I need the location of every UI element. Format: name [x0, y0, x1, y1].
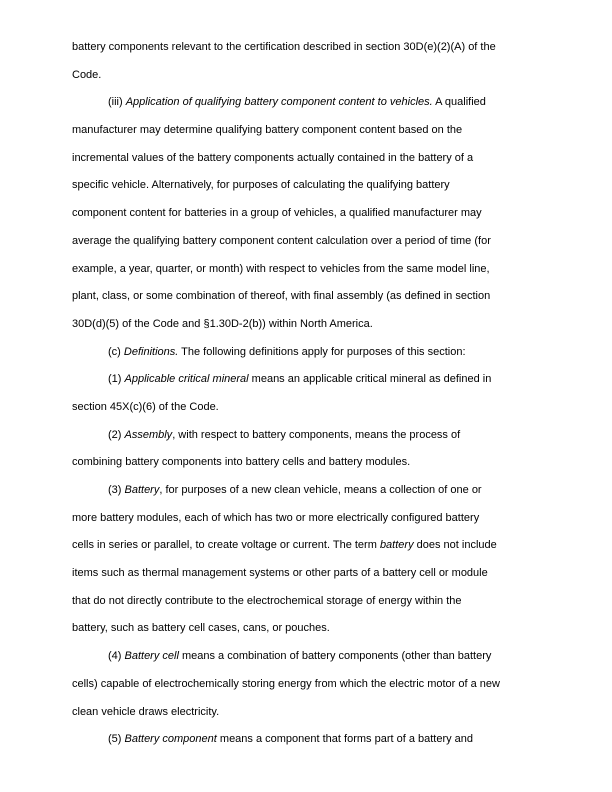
text-run: component content for batteries in a group of vehicles, a qualified manufacturer may: [72, 207, 482, 220]
italic-term: Definitions.: [123, 345, 179, 358]
text-run: specific vehicle. Alternatively, for purposes of calculating the qualifying battery: [72, 179, 450, 192]
text-line: [72, 505, 542, 533]
text-line: [72, 615, 542, 643]
text-line: [72, 34, 542, 62]
text-line: [72, 228, 542, 256]
text-run: (5): [108, 733, 125, 746]
text-line: [72, 283, 542, 311]
text-run: means an applicable critical mineral as defined in: [248, 373, 492, 386]
text-run: example, a year, quarter, or month) with respect to vehicles from the same model line,: [72, 262, 490, 275]
text-line: [72, 145, 542, 173]
text-run: battery, such as battery cell cases, cans, or pouches.: [72, 622, 330, 635]
italic-term: Assembly: [124, 428, 173, 441]
text-run: (iii): [108, 96, 126, 109]
text-run: , with respect to battery components, means the process of: [172, 428, 461, 441]
text-line: [72, 366, 542, 394]
text-run: average the qualifying battery component content calculation over a period of time (for: [72, 234, 491, 247]
text-run: (c): [108, 345, 124, 358]
text-line: [72, 89, 542, 117]
text-line: [72, 422, 542, 450]
italic-term: Battery: [124, 484, 160, 496]
text-run: cells in series or parallel, to create voltage or current. The term: [72, 539, 380, 552]
text-line: [72, 449, 542, 477]
text-run: 30D(d)(5) of the Code and §1.30D-2(b)) within North America.: [72, 317, 373, 330]
text-line: [72, 62, 542, 90]
text-run: means a combination of battery components (other than battery: [178, 650, 492, 663]
text-run: that do not directly contribute to the electrochemical storage of energy within the: [72, 594, 462, 607]
text-run: Code.: [72, 68, 102, 81]
text-line: [72, 311, 542, 339]
text-run: combining battery components into battery cells and battery modules.: [72, 456, 411, 469]
text-run: plant, class, or some combination of thereof, with final assembly (as defined in section: [72, 290, 491, 303]
italic-term: Battery cell: [124, 650, 179, 663]
text-line: [72, 172, 542, 200]
italic-term: battery: [379, 539, 414, 552]
text-line: [72, 588, 542, 616]
text-line: [72, 726, 542, 754]
text-line: [72, 643, 542, 671]
text-run: items such as thermal management systems or other parts of a battery cell or module: [72, 567, 488, 580]
italic-term: Applicable critical mineral: [124, 373, 249, 386]
italic-term: Battery component: [124, 733, 217, 746]
text-line: [72, 339, 542, 367]
text-line: [72, 532, 542, 560]
text-line: [72, 394, 542, 422]
text-run: cells) capable of electrochemically storing energy from which the electric motor of a new: [72, 677, 500, 690]
text-line: [72, 560, 542, 588]
text-line: [72, 671, 542, 699]
text-line: [72, 699, 542, 727]
text-run: (1): [108, 373, 125, 386]
text-line: [72, 200, 542, 228]
body-text: [72, 34, 542, 754]
text-run: battery components relevant to the certification described in section 30D(e)(2)(A) of the: [72, 41, 496, 53]
text-run: clean vehicle draws electricity.: [72, 705, 220, 718]
text-run: manufacturer may determine qualifying battery component content based on the: [72, 124, 463, 137]
text-run: A qualified: [432, 96, 486, 109]
text-run: incremental values of the battery components actually contained in the battery of a: [72, 151, 474, 164]
text-line: [72, 256, 542, 284]
text-run: (3): [108, 484, 125, 496]
text-run: (4): [108, 650, 125, 663]
text-run: does not include: [413, 539, 497, 552]
text-run: , for purposes of a new clean vehicle, means a collection of one or: [159, 484, 482, 496]
text-line: [72, 117, 542, 145]
text-run: means a component that forms part of a battery and: [216, 733, 474, 746]
italic-term: Application of qualifying battery component content to vehicles.: [125, 96, 433, 109]
text-run: section 45X(c)(6) of the Code.: [72, 400, 219, 413]
text-run: The following definitions apply for purposes of this section:: [178, 345, 466, 358]
text-run: more battery modules, each of which has two or more electrically configured battery: [72, 511, 480, 524]
text-line: [72, 477, 542, 505]
text-run: (2): [108, 428, 125, 441]
